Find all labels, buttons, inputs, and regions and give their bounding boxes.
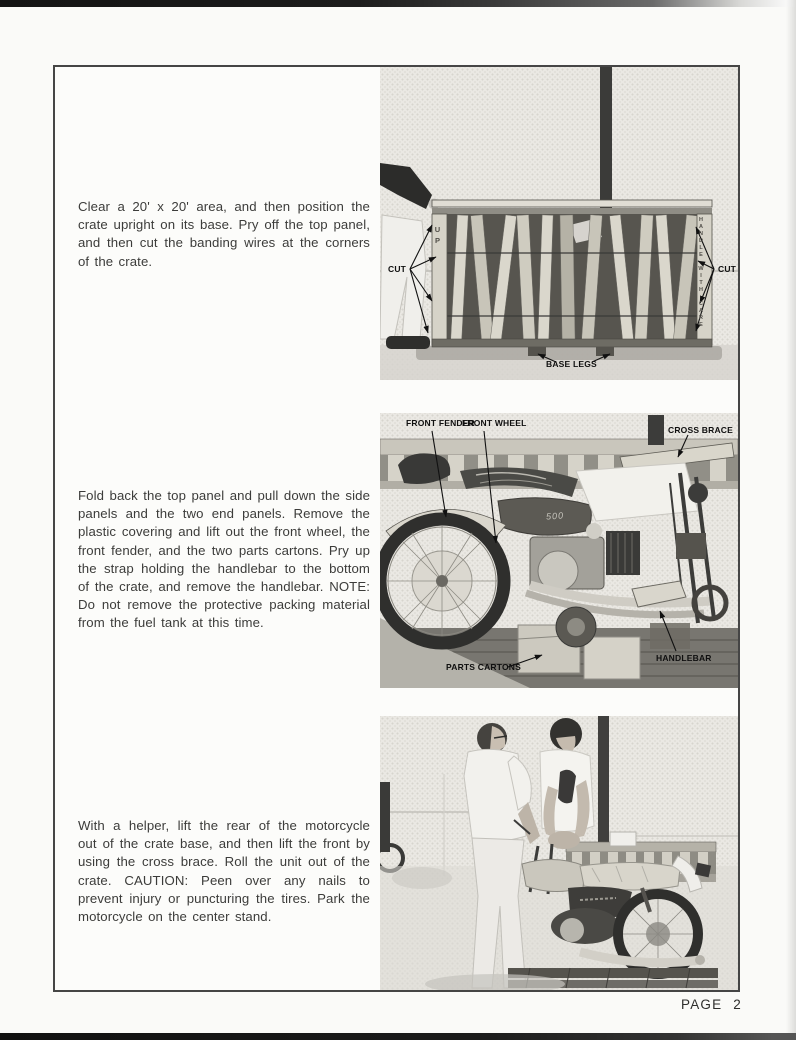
page-number: PAGE 2 (681, 997, 742, 1012)
callout-cross-brace: CROSS BRACE (668, 425, 734, 435)
wooden-crate (432, 200, 712, 356)
instruction-step-1: Clear a 20' x 20' area, and then position the crate upright on its base. Pry off the top panel, and then cut the banding wires at the corners of the crate. (78, 199, 370, 269)
worker-figure (380, 163, 440, 349)
callout-front-wheel: FRONT WHEEL (462, 418, 527, 428)
crate-illustration (380, 67, 738, 380)
photo-lifting-out (380, 716, 738, 990)
packing-sheet (576, 463, 698, 521)
front-wheel-part (380, 519, 504, 643)
callout-cut-right: CUT (718, 264, 737, 274)
fuel-tank (522, 859, 585, 891)
instruction-step-3: With a helper, lift the rear of the motorcycle out of the crate base, and then lift the front by using the cross brace. Roll the unit out of the crate. CAUTION: Peen over any nails to prevent injury or puncturing the tires. Park the motorcycle on the center stand. (78, 818, 370, 925)
instruction-step-2: Fold back the top panel and pull down the side panels and the two end panels. Remove the plastic covering and lift out the front wheel, the front fender, and the two parts cartons. Pry up the strap holding the handlebar to the bottom of the crate, and remove the handlebar. NOTE: Do not remove the protective packing material from the fuel tank at this time. (78, 488, 370, 631)
scan-edge-right (786, 0, 796, 1040)
scan-edge-top (0, 0, 796, 7)
callout-parts-cartons: PARTS CARTONS (446, 662, 522, 672)
lifting-illustration (380, 716, 738, 990)
callout-handlebar: HANDLEBAR (656, 653, 712, 663)
motorcycle (380, 453, 726, 643)
callout-front-fender: FRONT FENDER (406, 418, 475, 428)
background-pole (600, 67, 612, 209)
callout-base-legs: BASE LEGS (546, 359, 597, 369)
photo-crate-opened (380, 413, 738, 688)
wrapped-seat (580, 862, 680, 890)
photo-crate-upright (380, 67, 738, 380)
helper-right (540, 718, 594, 849)
crate-marking-up: UP (433, 225, 442, 247)
scan-edge-bottom (0, 1033, 796, 1040)
tank-emblem: 500 (545, 510, 565, 522)
unpacking-illustration (380, 413, 738, 688)
page-border-frame (53, 65, 740, 992)
crate-marking-care: HANDLE WITH CARE (698, 217, 704, 329)
callout-cut-left: CUT (388, 264, 407, 274)
